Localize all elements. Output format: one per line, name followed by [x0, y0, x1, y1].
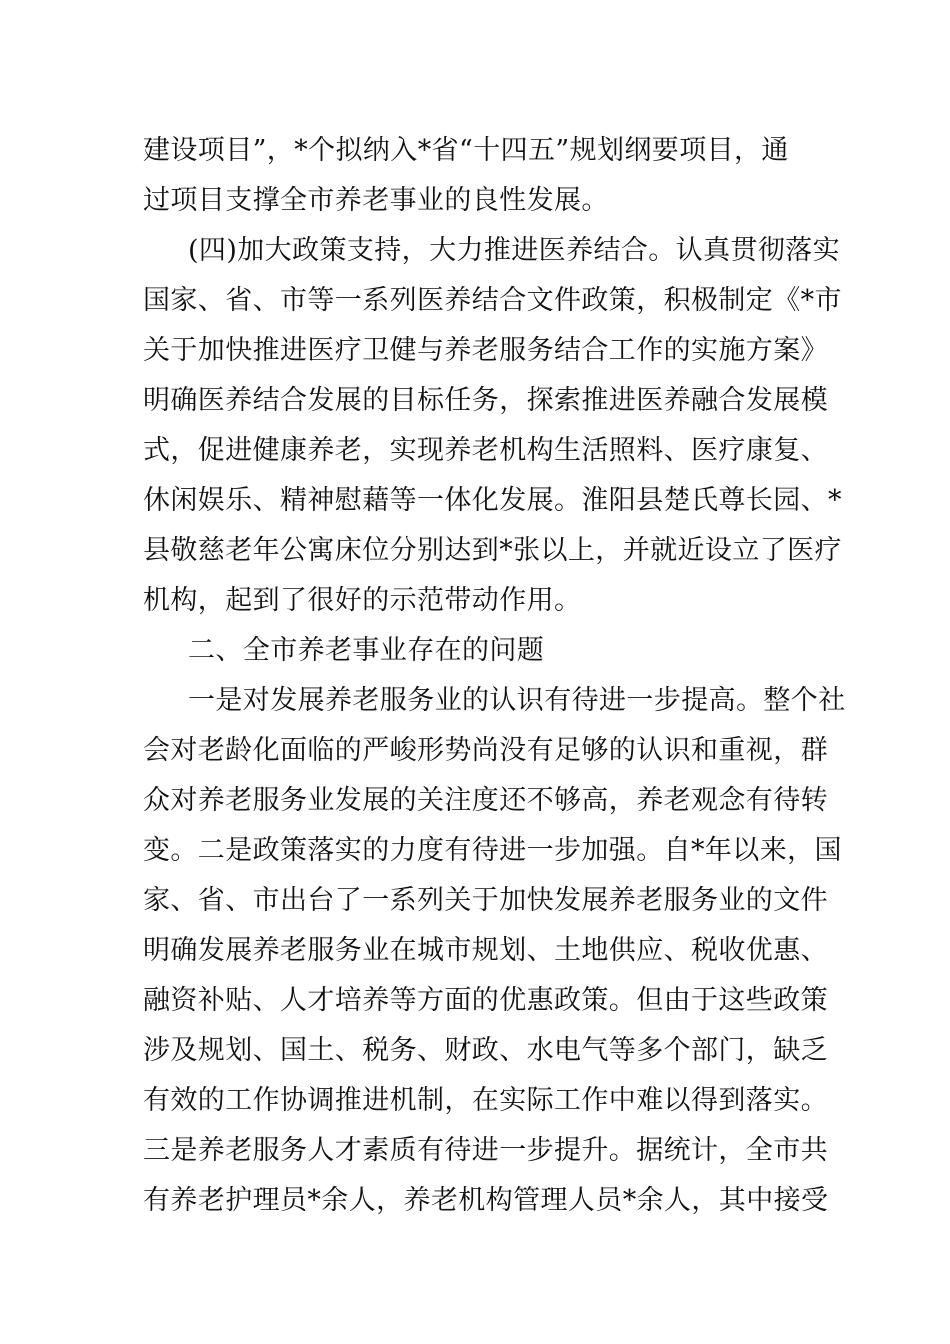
text-line: 会对老龄化面临的严峻形势尚没有足够的认识和重视，群	[143, 735, 828, 766]
text-line: 一是对发展养老服务业的认识有待进一步提高。整个社	[188, 685, 846, 716]
text-line: 众对养老服务业发展的关注度还不够高，养老观念有待转	[143, 785, 828, 816]
text-line: 过项目支撑全市养老事业的良性发展。	[143, 185, 609, 216]
text-line: 三是养老服务人才素质有待进一步提升。据统计，全市共	[143, 1135, 828, 1166]
text-line: 涉及规划、国土、税务、财政、水电气等多个部门，缺乏	[143, 1035, 828, 1066]
text-line: 融资补贴、人才培养等方面的优惠政策。但由于这些政策	[143, 985, 828, 1016]
text-line: 国家、省、市等一系列医养结合文件政策，积极制定《*市	[143, 285, 842, 316]
text-line: 明确医养结合发展的目标任务，探索推进医养融合发展模	[143, 385, 828, 416]
text-line: 变。二是政策落实的力度有待进一步加强。自*年以来，国	[143, 835, 842, 866]
text-line: 建设项目”，*个拟纳入*省“十四五”规划纲要项目，通	[143, 135, 789, 166]
text-line: 式，促进健康养老，实现养老机构生活照料、医疗康复、	[143, 435, 828, 466]
section-heading-two: 二、全市养老事业存在的问题	[188, 635, 545, 666]
text-line: 休闲娱乐、精神慰藉等一体化发展。淮阳县楚氏尊长园、*	[143, 485, 842, 516]
section-heading-four: (四)加大政策支持，大力推进医养结合。认真贯彻落实	[188, 235, 841, 266]
text-line: 明确发展养老服务业在城市规划、土地供应、税收优惠、	[143, 935, 828, 966]
text-line: 有效的工作协调推进机制，在实际工作中难以得到落实。	[143, 1085, 828, 1116]
text-line: 机构，起到了很好的示范带动作用。	[143, 585, 582, 616]
text-line: 关于加快推进医疗卫健与养老服务结合工作的实施方案》	[143, 335, 828, 366]
text-line: 家、省、市出台了一系列关于加快发展养老服务业的文件	[143, 885, 828, 916]
text-line: 有养老护理员*余人，养老机构管理人员*余人，其中接受	[143, 1185, 829, 1216]
text-line: 县敬慈老年公寓床位分别达到*张以上，并就近设立了医疗	[143, 535, 842, 566]
